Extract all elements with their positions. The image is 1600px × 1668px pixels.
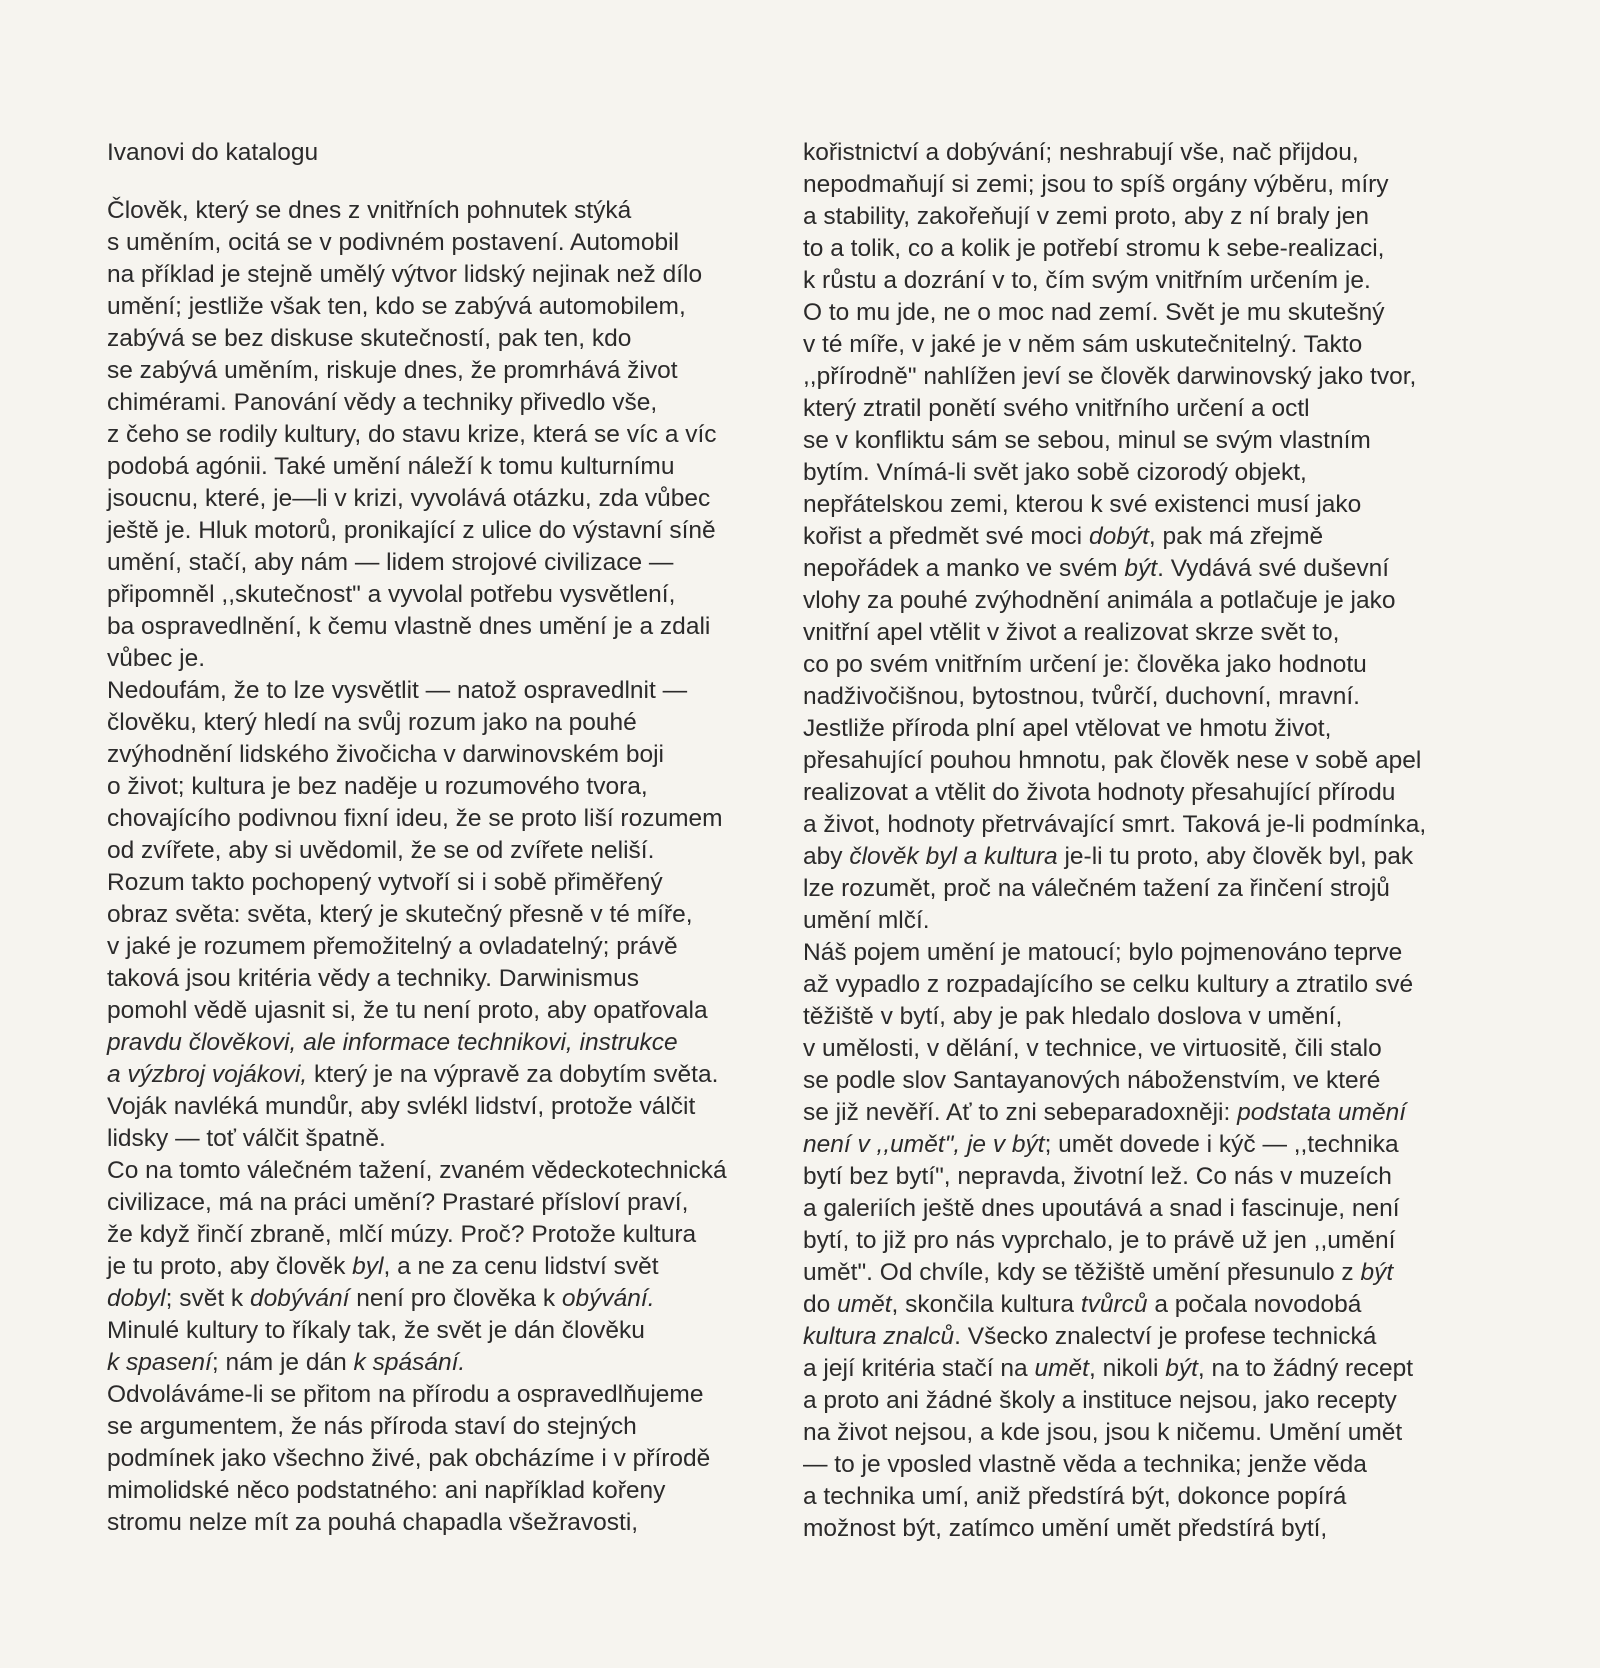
italic-text: dobývání [250,1285,350,1312]
text-segment: lidsky — toť válčit špatně. [107,1125,386,1152]
text-line [107,643,797,675]
text-segment: v umělosti, v dělání, v technice, ve virtuositě, čili stalo [803,1035,1382,1062]
text-line [803,937,1493,969]
text-line [107,931,797,963]
text-line [107,867,797,899]
text-line [107,1187,797,1219]
text-segment: k růstu a dozrání v to, čím svým vnitřním určením je. [803,267,1371,294]
text-line [107,323,797,355]
italic-text: dobyl [107,1285,166,1312]
italic-text: podstata umění [1237,1099,1407,1126]
left-column-body [107,195,797,1539]
text-line [107,835,797,867]
text-segment: přesahující pouhou hmnotu, pak člověk nese v sobě apel [803,747,1422,774]
document-heading: Ivanovi do katalogu [107,139,319,166]
text-segment: připomněl ,,skutečnost" a vyvolal potřebu vysvětlení, [107,581,676,608]
text-line [107,515,797,547]
text-segment: . Vydává své duševní [1157,555,1390,582]
text-segment: civilizace, má na práci umění? Prastaré přísloví praví, [107,1189,689,1216]
text-segment: mimolidské něco podstatného: ani například kořeny [107,1477,666,1504]
text-line [107,1379,797,1411]
text-line [803,1129,1493,1161]
text-line [803,425,1493,457]
text-line [803,1449,1493,1481]
text-segment: nepodmaňují si zemi; jsou to spíš orgány výběru, míry [803,171,1389,198]
text-line [803,873,1493,905]
text-segment: a proto ani žádné školy a instituce nejsou, jako recepty [803,1387,1397,1414]
text-line [803,585,1493,617]
text-line [803,745,1493,777]
text-segment: o život; kultura je bez naděje u rozumového tvora, [107,773,648,800]
text-segment: umět". Od chvíle, kdy se těžiště umění přesunulo z [803,1259,1361,1286]
text-line [107,1507,797,1539]
text-segment: bytí bez bytí", nepravda, životní lež. Co nás v muzeích [803,1163,1392,1190]
text-segment: nepřátelskou zemi, kterou k své existenci musí jako [803,491,1362,518]
text-line [803,1257,1493,1289]
text-line [803,905,1493,937]
text-line [107,995,797,1027]
text-line [803,841,1493,873]
text-line [107,259,797,291]
italic-text: být [1124,555,1158,582]
text-segment: až vypadlo z rozpadajícího se celku kultury a ztratilo své [803,971,1414,998]
text-line [803,1513,1493,1545]
text-segment: který je na výpravě za dobytím světa. [307,1061,719,1088]
text-line [803,233,1493,265]
text-line [803,1225,1493,1257]
text-line [107,1027,797,1059]
text-segment: , skončila kultura [891,1291,1081,1318]
text-line [107,963,797,995]
text-segment: O to mu jde, ne o moc nad zemí. Svět je mu skutešný [803,299,1385,326]
text-line [107,707,797,739]
text-line [803,1033,1493,1065]
text-line [107,291,797,323]
text-segment: bytím. Vnímá-li svět jako sobě cizorodý objekt, [803,459,1307,486]
text-segment: a počala novodobá [1147,1291,1362,1318]
text-line [107,451,797,483]
text-line [107,1283,797,1315]
text-segment: chovajícího podivnou fixní ideu, že se proto liší rozumem [107,805,723,832]
italic-text: člověk byl a kultura [849,843,1058,870]
text-line [803,1161,1493,1193]
text-segment: možnost být, zatímco umění umět předstírá bytí, [803,1515,1328,1542]
text-segment: umění, stačí, aby nám — lidem strojové civilizace — [107,549,674,576]
text-segment: . Všecko znalectví je profese technická [954,1323,1377,1350]
text-segment: nepořádek a manko ve svém [803,555,1125,582]
text-segment: vlohy za pouhé zvýhodnění animála a potlačuje je jako [803,587,1396,614]
text-segment: a galeriích ještě dnes upoutává a snad i fascinuje, není [803,1195,1400,1222]
text-segment: na život nejsou, a kde jsou, jsou k ničemu. Umění umět [803,1419,1403,1446]
italic-text: tvůrců [1080,1291,1148,1318]
text-segment: ; umět dovede i kýč — ,,technika [1044,1131,1399,1158]
text-segment: Náš pojem umění je matoucí; bylo pojmenováno teprve [803,939,1403,966]
text-segment: ,,přírodně" nahlížen jeví se člověk darwinovský jako tvor, [803,363,1417,390]
text-line [803,297,1493,329]
text-segment: pomohl vědě ujasnit si, že tu není proto, aby opatřovala [107,997,708,1024]
italic-text: být [1360,1259,1394,1286]
text-line [803,969,1493,1001]
text-segment: realizovat a vtělit do života hodnoty přesahující přírodu [803,779,1396,806]
text-segment: , a ne za cenu lidství svět [383,1253,659,1280]
text-line [803,137,1493,169]
text-line [107,1347,797,1379]
text-segment: do [803,1291,838,1318]
text-segment: člověku, který hledí na svůj rozum jako na pouhé [107,709,637,736]
text-line [107,355,797,387]
text-line [107,611,797,643]
text-segment: , na to žádný recept [1197,1355,1414,1382]
text-line [107,1091,797,1123]
text-line [107,803,797,835]
text-segment: a technika umí, aniž předstírá být, dokonce popírá [803,1483,1347,1510]
text-segment: Odvoláváme-li se přitom na přírodu a ospravedlňujeme [107,1381,704,1408]
text-segment: těžiště v bytí, aby je pak hledalo doslova v umění, [803,1003,1343,1030]
text-segment: podobá agónii. Také umění náleží k tomu kulturnímu [107,453,675,480]
text-line [803,1385,1493,1417]
text-segment: chimérami. Panování vědy a techniky přivedlo vše, [107,389,658,416]
text-line [107,1251,797,1283]
italic-text: pravdu člověkovi, ale informace technikovi, instrukce [107,1029,678,1056]
text-segment: to a tolik, co a kolik je potřebí stromu k sebe-realizaci, [803,235,1385,262]
text-segment: ; nám je dán [211,1349,354,1376]
text-segment: zvýhodnění lidského živočicha v darwinovském boji [107,741,664,768]
text-line [107,739,797,771]
text-segment: kořistnictví a dobývání; neshrabují vše, nač přijdou, [803,139,1359,166]
left-column [107,137,797,1539]
text-line [803,361,1493,393]
text-line [803,521,1493,553]
text-line [803,681,1493,713]
text-line [803,617,1493,649]
text-line [107,1219,797,1251]
text-segment: se v konfliktu sám se sebou, minul se svým vlastním [803,427,1371,454]
text-segment: který ztratil ponětí svého vnitřního určení a octl [803,395,1310,422]
italic-text: dobýt [1088,523,1149,550]
text-segment: umění mlčí. [803,907,930,934]
italic-text: umět [837,1291,892,1318]
text-line [803,1289,1493,1321]
right-column-body [803,137,1493,1545]
italic-text: není v ,,umět", je v být [803,1131,1045,1158]
text-segment: obraz světa: světa, který je skutečný přesně v té míře, [107,901,693,928]
text-segment: z čeho se rodily kultury, do stavu krize, která se víc a víc [107,421,717,448]
text-line [107,195,797,227]
text-line [803,457,1493,489]
text-segment: v jaké je rozumem přemožitelný a ovladatelný; právě [107,933,678,960]
text-line [803,809,1493,841]
text-segment: není pro člověka k [349,1285,562,1312]
text-line [107,579,797,611]
text-line [803,201,1493,233]
text-segment: od zvířete, aby si uvědomil, že se od zvířete neliší. [107,837,655,864]
text-line [107,675,797,707]
text-line [803,393,1493,425]
italic-text: k spásání. [353,1349,466,1376]
text-segment: a stability, zakořeňují v zemi proto, aby z ní braly jen [803,203,1370,230]
text-line [107,387,797,419]
text-line [803,1097,1493,1129]
text-segment: Voják navléká mundůr, aby svlékl lidství, protože válčit [107,1093,696,1120]
text-line [803,777,1493,809]
text-segment: kořist a předmět své moci [803,523,1089,550]
text-line [107,547,797,579]
text-line [107,419,797,451]
text-segment: se již nevěří. Ať to zni sebeparadoxněji: [803,1099,1238,1126]
text-segment: taková jsou kritéria vědy a techniky. Darwinismus [107,965,639,992]
text-line [107,771,797,803]
italic-text: k spasení [107,1349,212,1376]
text-line [803,1417,1493,1449]
text-line [803,1353,1493,1385]
text-segment: s uměním, ocitá se v podivném postavení. Automobil [107,229,679,256]
text-segment: že když řinčí zbraně, mlčí múzy. Proč? Protože kultura [107,1221,697,1248]
text-segment: na příklad je stejně umělý výtvor lidský nejinak než dílo [107,261,703,288]
right-column [803,137,1493,1545]
text-line [803,553,1493,585]
text-segment: — to je vposled vlastně věda a technika; jenže věda [803,1451,1367,1478]
text-segment: bytí, to již pro nás vyprchalo, je to právě už jen ,,umění [803,1227,1396,1254]
text-segment: je-li tu proto, aby člověk byl, pak [1057,843,1414,870]
text-line [803,1065,1493,1097]
text-line [107,899,797,931]
text-segment: ba ospravedlnění, k čemu vlastně dnes umění je a zdali [107,613,711,640]
text-line [803,489,1493,521]
text-segment: Co na tomto válečném tažení, zvaném vědeckotechnická [107,1157,727,1184]
text-line [107,1475,797,1507]
text-line [107,227,797,259]
text-line [803,1001,1493,1033]
text-segment: ještě je. Hluk motorů, pronikající z ulice do výstavní síně [107,517,716,544]
text-line [803,1193,1493,1225]
text-segment: nadživočišnou, bytostnou, tvůrčí, duchovní, mravní. [803,683,1360,710]
italic-text: a výzbroj vojákovi, [107,1061,308,1088]
text-segment: co po svém vnitřním určení je: člověka jako hodnotu [803,651,1367,678]
text-line [107,483,797,515]
text-segment: , pak má zřejmě [1148,523,1324,550]
text-segment: stromu nelze mít za pouhá chapadla všežravosti, [107,1509,639,1536]
text-segment: vůbec je. [107,645,206,672]
text-line [107,1443,797,1475]
text-line [107,1315,797,1347]
text-segment: podmínek jako všechno živé, pak obcházíme i v přírodě [107,1445,711,1472]
text-segment: se zabývá uměním, riskuje dnes, že promrhává život [107,357,678,384]
italic-text: být [1165,1355,1198,1382]
text-line [803,169,1493,201]
text-segment: a její kritéria stačí na [803,1355,1035,1382]
text-segment: jsoucnu, které, je—li v krizi, vyvolává otázku, zda vůbec [107,485,711,512]
text-segment: Minulé kultury to říkaly tak, že svět je dán člověku [107,1317,645,1344]
italic-text: obývání. [561,1285,655,1312]
text-segment: vnitřní apel vtělit v život a realizovat skrze svět to, [803,619,1340,646]
text-segment: se argumentem, že nás příroda staví do stejných [107,1413,637,1440]
text-segment: v té míře, v jaké je v něm sám uskutečnitelný. Takto [803,331,1363,358]
text-segment: je tu proto, aby člověk [107,1253,353,1280]
text-segment: Člověk, který se dnes z vnitřních pohnutek stýká [107,197,632,224]
text-line [107,1123,797,1155]
text-segment: , nikoli [1088,1355,1166,1382]
italic-text: byl [352,1253,384,1280]
text-line [107,1059,797,1091]
text-line [803,329,1493,361]
text-segment: Nedoufám, že to lze vysvětlit — natož ospravedlnit — [107,677,688,704]
text-segment: a život, hodnoty přetrvávající smrt. Taková je-li podmínka, [803,811,1427,838]
text-line [803,1321,1493,1353]
text-segment: aby [803,843,850,870]
text-line [803,1481,1493,1513]
text-segment: ; svět k [165,1285,250,1312]
text-segment: Rozum takto pochopený vytvoří si i sobě přiměřený [107,869,663,896]
text-segment: umění; jestliže však ten, kdo se zabývá automobilem, [107,293,686,320]
text-segment: lze rozumět, proč na válečném tažení za řinčení strojů [803,875,1390,902]
text-segment: zabývá se bez diskuse skutečností, pak ten, kdo [107,325,632,352]
text-line [803,713,1493,745]
text-segment: Jestliže příroda plní apel vtělovat ve hmotu život, [803,715,1332,742]
text-line [803,649,1493,681]
text-line [107,1155,797,1187]
italic-text: kultura znalců [803,1323,955,1350]
text-line [107,1411,797,1443]
italic-text: umět [1034,1355,1089,1382]
text-segment: se podle slov Santayanových náboženstvím, ve které [803,1067,1381,1094]
text-line [803,265,1493,297]
